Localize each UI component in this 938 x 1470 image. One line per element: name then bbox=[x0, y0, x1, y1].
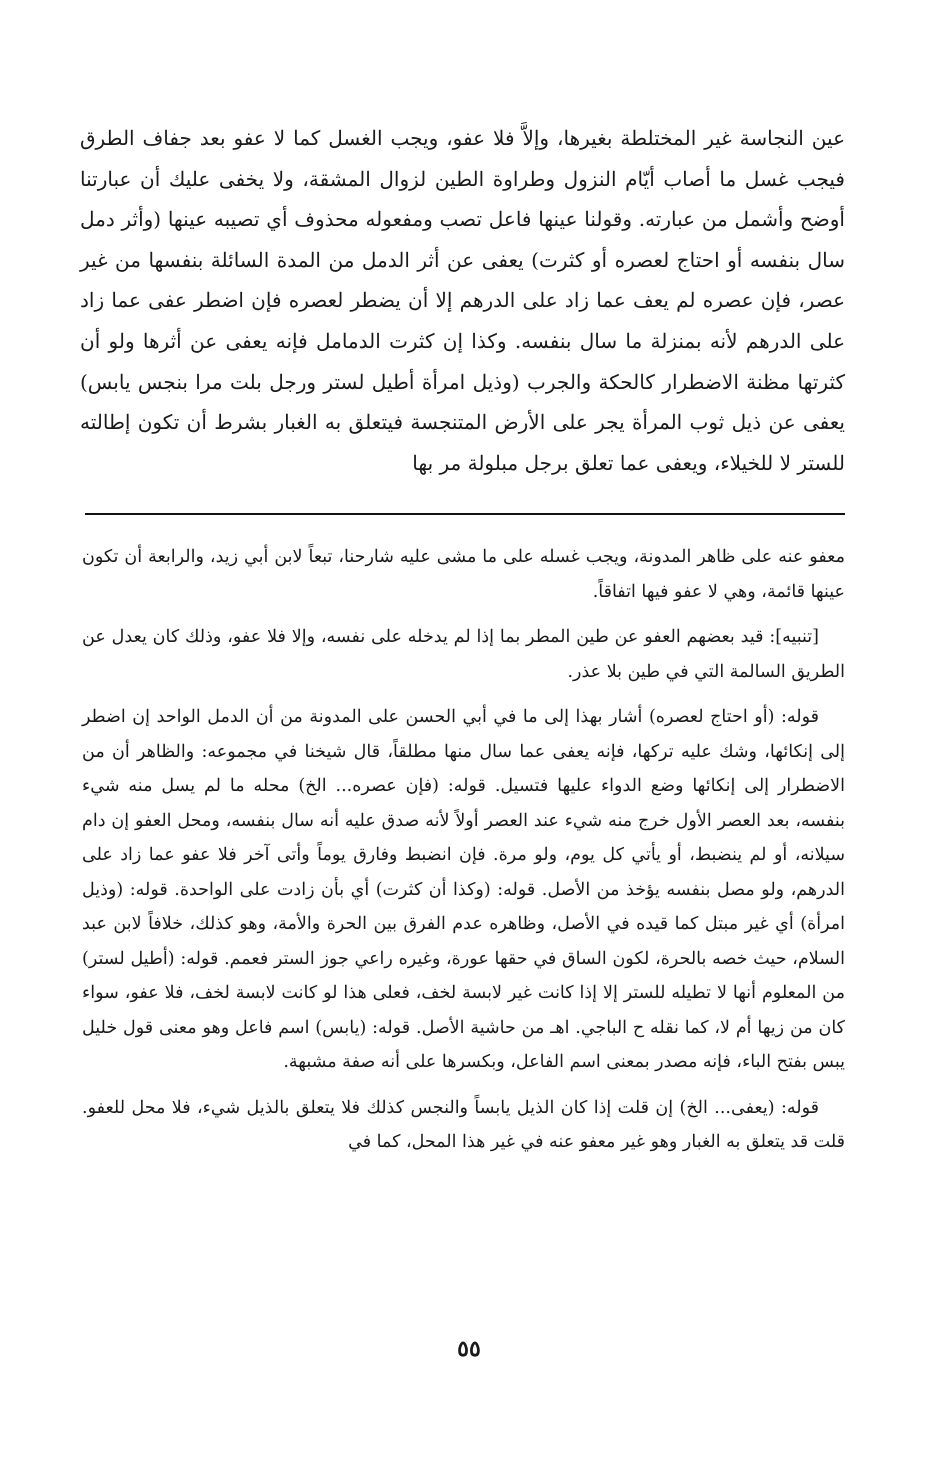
page-number: ٥٥ bbox=[457, 1336, 481, 1362]
commentary-paragraph: معفو عنه على ظاهر المدونة، ويجب غسله على ما مشى عليه شارحنا، تبعاً لابن أبي زيد، والرابعة أن تكون عينها قائمة، وهي لا عفو فيها اتفاقاً. bbox=[82, 547, 845, 602]
main-paragraph: عين النجاسة غير المختلطة بغيرها، وإلاَّ فلا عفو، ويجب الغسل كما لا عفو بعد جفاف الطرق فيجب غسل ما أصاب أيّام النزول وطراوة الطين لزوال المشقة، ولا يخفى عليك أن عبارتنا أوضح وأشمل من عبارته. وقولنا عينها فاعل تصب ومفعوله محذوف أي تصيبه عينها (وأثر دمل سال بنفسه أو احتاج لعصره أو كثرت) يعفى عن أثر الدمل من المدة السائلة بنفسها من غير عصر، فإن عصره لم يعف عما زاد على الدرهم إلا أن يضطر لعصره فإن اضطر عفى عما زاد على الدرهم لأنه بمنزلة ما سال بنفسه. وكذا إن كثرت الدمامل فإنه يعفى عن أثرها ولو أن كثرتها مظنة الاضطرار كالحكة والجرب (وذيل امرأة أطيل لستر ورجل بلت مرا بنجس يابس) يعفى عن ذيل ثوب المرأة يجر على الأرض المتنجسة فيتعلق به الغبار بشرط أن تكون إطالته للستر لا للخيلاء، ويعفى عما تعلق برجل مبلولة مر بها bbox=[80, 126, 846, 475]
commentary-paragraph: قوله: (أو احتاج لعصره) أشار بهذا إلى ما في أبي الحسن على المدونة من أن الدمل الواحد إن اضطر إلى إنكائها، وشك عليه تركها، فإنه يعفى عما سال منها مطلقاً، قال شيخنا في مجموعه: والظاهر أن من الاضطرار إلى إنكائها وضع الدواء عليها فتسيل. قوله: (فإن عصره... الخ) محله ما لم يسل منه شيء بنفسه، بعد العصر الأول خرج منه شيء عند العصر أولاً لأنه صدق عليه أنه سال بنفسه، ومحل العفو إن دام سيلانه، أو لم ينضبط، أو يأتي كل يوم، ولو مرة. فإن انضبط وفارق يوماً وأتى آخر فلا عفو عما زاد على الدرهم، ولو مصل بنفسه يؤخذ من الأصل. قوله: (وكذا أن كثرت) أي بأن زادت على الواحدة. قوله: (وذيل امرأة) أي غير مبتل كما قيده في الأصل، وظاهره عدم الفرق بين الحرة والأمة، وهو كذلك، خلافاً لابن عبد السلام، حيث خصه بالحرة، لكون الساق في حقها عورة، وغيره راعي جوز الستر فعمم. قوله: (أطيل لستر) من المعلوم أنها لا تطيله للستر إلا إذا كانت غير لابسة لخف، فعلى هذا لو كانت لابسة لخف، فلا عفو، سواء كان من زيها أم لا، كما نقله ح الباجي. اهـ من حاشية الأصل. قوله: (يابس) اسم فاعل وهو معنى قول خليل يبس بفتح الباء، فإنه مصدر بمعنى اسم الفاعل، وبكسرها على أنه صفة مشبهة. bbox=[82, 707, 845, 1072]
commentary-paragraph: قوله: (يعفى... الخ) إن قلت إذا كان الذيل يابساً والنجس كذلك فلا يتعلق بالذيل شيء، فلا محل للعفو. قلت قد يتعلق به الغبار وهو غير معفو عنه في غير هذا المحل، كما في bbox=[82, 1097, 845, 1152]
separator-rule bbox=[85, 513, 845, 515]
commentary-block bbox=[82, 540, 845, 1171]
commentary-paragraph: [تنبيه]: قيد بعضهم العفو عن طين المطر بما إذا لم يدخله على نفسه، وإلا فلا عفو، وذلك كان يعدل عن الطريق السالمة التي في طين بلا عذر. bbox=[82, 627, 845, 682]
main-text-block bbox=[80, 118, 845, 483]
